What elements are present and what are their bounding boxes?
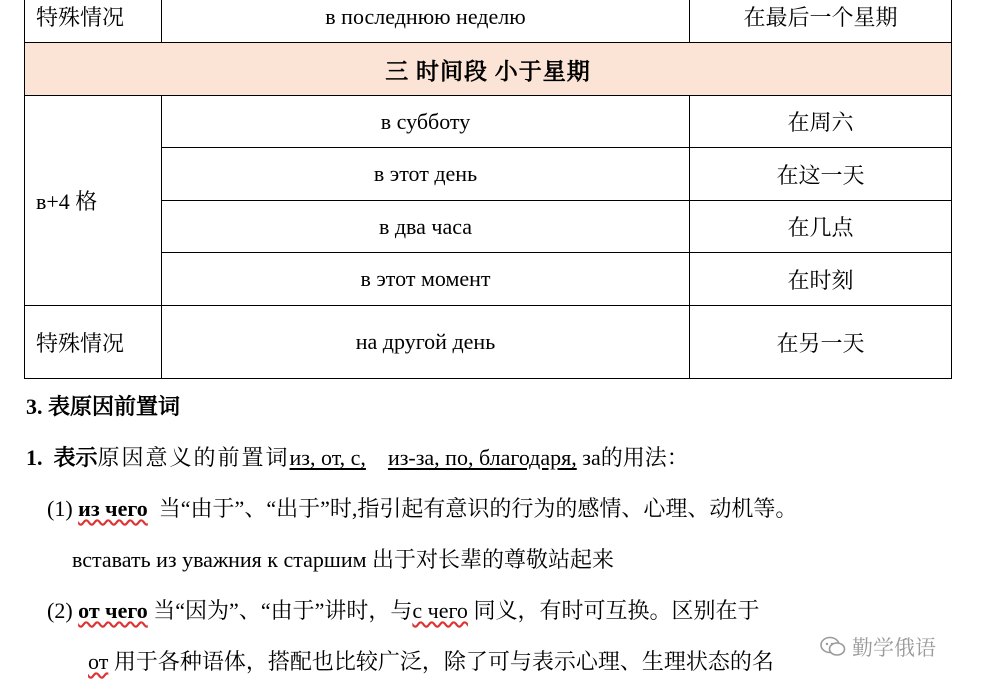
section-header-row — [25, 43, 952, 96]
item-text: 同义，有时可互换。区别在于 — [473, 598, 760, 623]
russian-phrase: в два часа — [162, 201, 690, 253]
keyword: от чего — [78, 598, 148, 623]
item-text: 用于各种语体，搭配也比较广泛，除了可与表示心理、生理状态的名 — [113, 649, 774, 674]
russian-phrase: в этот момент — [162, 253, 690, 306]
table-row — [25, 201, 952, 253]
preposition-list-1: из, от, с, — [289, 445, 366, 470]
russian-phrase: в субботу — [162, 96, 690, 148]
preposition-za: за — [576, 445, 601, 470]
table-row — [25, 96, 952, 148]
table-row — [25, 0, 952, 43]
keyword: от — [88, 649, 109, 674]
table-row — [25, 253, 952, 306]
list-item-1 — [47, 492, 797, 523]
item-number: (2) — [47, 598, 73, 623]
row-label: 特殊情况 — [25, 306, 162, 379]
keyword: с чего — [412, 598, 468, 623]
chinese-translation: 在最后一个星期 — [690, 0, 952, 43]
russian-phrase: в последнюю неделю — [162, 0, 690, 43]
item-text: 当“由于”、“出于”时,指引起有意识的行为的感情、心理、动机等。 — [158, 496, 798, 521]
list-item-2 — [47, 594, 759, 625]
watermark — [820, 632, 936, 662]
continuation-line — [88, 645, 774, 676]
chinese-translation: 在时刻 — [690, 253, 952, 306]
chinese-translation: 在几点 — [690, 201, 952, 253]
bold-word: 表示 — [53, 445, 98, 470]
preposition-list-2: из-за, по, благодаря, — [387, 445, 577, 470]
item-text: 当“因为”、“由于”讲时，与 — [153, 598, 413, 623]
paragraph-number: 1. — [26, 445, 43, 470]
chinese-translation: 在另一天 — [690, 306, 952, 379]
prepositions-table — [24, 0, 952, 379]
row-label: 特殊情况 — [25, 0, 162, 43]
watermark-text: 勤学俄语 — [852, 636, 936, 660]
paragraph-text: 原因意义的前置词 — [97, 445, 290, 470]
paragraph-1 — [26, 441, 689, 472]
group-label: в+4 格 — [25, 96, 162, 306]
paragraph-text-end: 的用法： — [600, 445, 689, 470]
table-row — [25, 306, 952, 379]
keyword: из чего — [78, 496, 148, 521]
section-header: 三 时间段 小于星期 — [25, 43, 952, 96]
example-line: вставать из уважния к старшим 出于对长辈的尊敬站起来 — [72, 547, 615, 572]
chinese-translation: 在这一天 — [690, 148, 952, 201]
chinese-translation: 在周六 — [690, 96, 952, 148]
russian-phrase: на другой день — [162, 306, 690, 379]
table-row — [25, 148, 952, 201]
item-number: (1) — [47, 496, 73, 521]
russian-phrase: в этот день — [162, 148, 690, 201]
section-heading: 3. 表原因前置词 — [26, 394, 181, 419]
chat-bubble-icon — [820, 636, 846, 658]
